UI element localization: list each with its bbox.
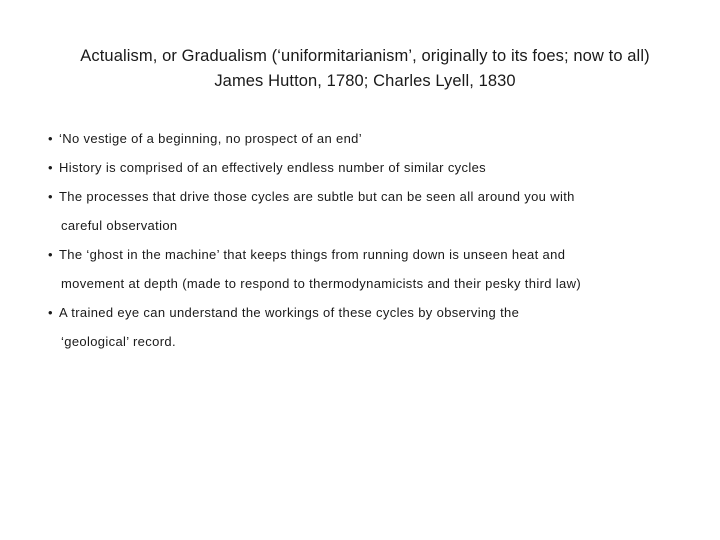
bullet-continuation: movement at depth (made to respond to thermodynamicists and their pesky third law)	[61, 276, 582, 291]
bullet-marker: •	[48, 189, 53, 204]
bullet-item-trained-eye	[48, 298, 648, 356]
bullet-item-ghost	[48, 240, 648, 298]
title-line-1: Actualism, or Gradualism (‘uniformitarianism’, originally to its foes; now to all)	[80, 47, 650, 65]
bullet-line	[48, 182, 648, 211]
bullet-continuation: ‘geological’ record.	[61, 334, 176, 349]
bullet-line	[48, 153, 648, 182]
bullet-item-vestige	[48, 124, 648, 153]
bullet-item-processes	[48, 182, 648, 240]
bullet-line	[48, 298, 648, 327]
bullet-text: A trained eye can understand the workings of these cycles by observing the	[59, 305, 520, 320]
slide-title	[20, 44, 710, 94]
bullet-line	[48, 124, 648, 153]
bullet-list	[48, 124, 648, 356]
bullet-marker: •	[48, 160, 53, 175]
bullet-marker: •	[48, 131, 53, 146]
bullet-text: History is comprised of an effectively endless number of similar cycles	[59, 160, 487, 175]
title-line-2: James Hutton, 1780; Charles Lyell, 1830	[214, 72, 516, 90]
bullet-text: The processes that drive those cycles are subtle but can be seen all around you with	[59, 189, 575, 204]
bullet-text: The ‘ghost in the machine’ that keeps things from running down is unseen heat and	[59, 247, 566, 262]
bullet-continuation: careful observation	[61, 218, 178, 233]
bullet-text: ‘No vestige of a beginning, no prospect of an end’	[59, 131, 362, 146]
bullet-line	[48, 240, 648, 269]
bullet-marker: •	[48, 247, 53, 262]
bullet-item-history	[48, 153, 648, 182]
bullet-marker: •	[48, 305, 53, 320]
